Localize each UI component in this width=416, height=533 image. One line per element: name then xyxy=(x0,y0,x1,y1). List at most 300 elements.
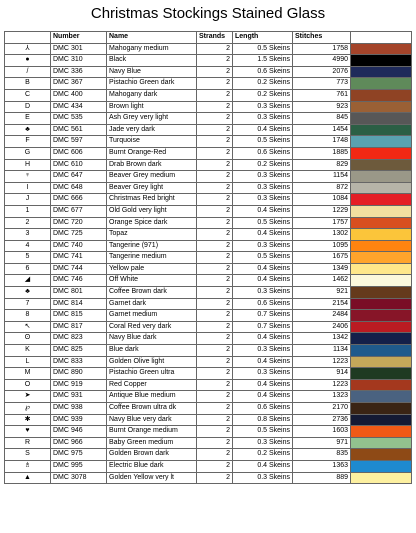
number-cell xyxy=(51,113,107,125)
brand-label: DMC xyxy=(53,276,69,284)
number-value: 610 xyxy=(71,160,83,168)
table-row xyxy=(5,124,412,136)
symbol-cell: 4 xyxy=(5,240,51,252)
number-cell xyxy=(51,182,107,194)
color-swatch xyxy=(351,461,411,472)
length-cell: 0.7 Skeins xyxy=(233,310,293,322)
name-cell: Christmas Red bright xyxy=(107,194,197,206)
stitches-cell: 845 xyxy=(293,113,351,125)
symbol-cell: 3 xyxy=(5,229,51,241)
strands-cell: 2 xyxy=(197,147,233,159)
number-value: 833 xyxy=(71,357,83,365)
brand-label: DMC xyxy=(53,264,69,272)
table-row xyxy=(5,275,412,287)
symbol-cell: K xyxy=(5,345,51,357)
symbol-cell: B xyxy=(5,78,51,90)
brand-label: DMC xyxy=(53,137,69,145)
name-cell: Navy Blue dark xyxy=(107,333,197,345)
color-swatch xyxy=(351,391,411,402)
color-swatch-cell xyxy=(351,240,412,252)
color-swatch-cell xyxy=(351,356,412,368)
brand-label: DMC xyxy=(53,334,69,342)
color-swatch-cell xyxy=(351,147,412,159)
symbol-cell: S xyxy=(5,449,51,461)
table-row xyxy=(5,205,412,217)
color-swatch-cell xyxy=(351,263,412,275)
strands-cell: 2 xyxy=(197,414,233,426)
color-swatch xyxy=(351,148,411,159)
color-swatch-cell xyxy=(351,171,412,183)
table-row xyxy=(5,460,412,472)
color-swatch xyxy=(351,125,411,136)
color-swatch xyxy=(351,194,411,205)
table-row xyxy=(5,449,412,461)
number-cell xyxy=(51,147,107,159)
color-swatch xyxy=(351,322,411,333)
number-cell xyxy=(51,356,107,368)
color-swatch xyxy=(351,241,411,252)
length-cell: 0.3 Skeins xyxy=(233,101,293,113)
stitches-cell: 835 xyxy=(293,449,351,461)
stitches-header: Stitches xyxy=(293,32,351,44)
stitches-cell: 773 xyxy=(293,78,351,90)
strands-cell: 2 xyxy=(197,240,233,252)
name-cell: Pistachio Green dark xyxy=(107,78,197,90)
stitches-cell: 1342 xyxy=(293,333,351,345)
strands-cell: 2 xyxy=(197,437,233,449)
name-cell: Coffee Brown ultra dk xyxy=(107,403,197,415)
length-cell: 0.8 Skeins xyxy=(233,414,293,426)
name-cell: Red Copper xyxy=(107,379,197,391)
length-cell: 0.4 Skeins xyxy=(233,356,293,368)
number-value: 310 xyxy=(71,56,83,64)
strands-cell: 2 xyxy=(197,263,233,275)
length-header: Length xyxy=(233,32,293,44)
length-cell: 0.3 Skeins xyxy=(233,113,293,125)
table-row xyxy=(5,321,412,333)
color-swatch-cell xyxy=(351,101,412,113)
number-cell xyxy=(51,403,107,415)
table-row xyxy=(5,298,412,310)
stitches-cell: 2484 xyxy=(293,310,351,322)
name-cell: Burnt Orange medium xyxy=(107,426,197,438)
number-cell xyxy=(51,78,107,90)
length-cell: 0.4 Skeins xyxy=(233,460,293,472)
number-value: 301 xyxy=(71,44,83,52)
color-swatch-cell xyxy=(351,460,412,472)
color-swatch xyxy=(351,113,411,124)
stitches-cell: 761 xyxy=(293,89,351,101)
name-cell: Golden Olive light xyxy=(107,356,197,368)
color-swatch xyxy=(351,183,411,194)
number-value: 817 xyxy=(71,322,83,330)
table-row xyxy=(5,356,412,368)
name-cell: Coral Red very dark xyxy=(107,321,197,333)
number-cell xyxy=(51,252,107,264)
strands-cell: 2 xyxy=(197,124,233,136)
strands-cell: 2 xyxy=(197,310,233,322)
brand-label: DMC xyxy=(53,79,69,87)
length-cell: 0.3 Skeins xyxy=(233,182,293,194)
number-value: 741 xyxy=(71,253,83,261)
symbol-cell: ▲ xyxy=(5,472,51,484)
number-value: 725 xyxy=(71,230,83,238)
table-row xyxy=(5,263,412,275)
number-value: 336 xyxy=(71,67,83,75)
strands-cell: 2 xyxy=(197,205,233,217)
number-value: 648 xyxy=(71,183,83,191)
brand-label: DMC xyxy=(53,206,69,214)
stitches-cell: 1675 xyxy=(293,252,351,264)
color-swatch xyxy=(351,380,411,391)
symbol-cell: 6 xyxy=(5,263,51,275)
symbol-cell: I xyxy=(5,182,51,194)
color-swatch-cell xyxy=(351,229,412,241)
color-swatch-cell xyxy=(351,113,412,125)
color-swatch xyxy=(351,160,411,171)
number-cell xyxy=(51,310,107,322)
strands-cell: 2 xyxy=(197,298,233,310)
symbol-cell: ➤ xyxy=(5,391,51,403)
color-swatch-cell xyxy=(351,217,412,229)
color-swatch-cell xyxy=(351,449,412,461)
brand-label: DMC xyxy=(53,218,69,226)
number-cell xyxy=(51,345,107,357)
table-row xyxy=(5,414,412,426)
color-swatch-cell xyxy=(351,275,412,287)
strands-cell: 2 xyxy=(197,333,233,345)
name-cell: Blue dark xyxy=(107,345,197,357)
strands-cell: 2 xyxy=(197,345,233,357)
color-swatch xyxy=(351,287,411,298)
color-swatch-cell xyxy=(351,414,412,426)
brand-label: DMC xyxy=(53,427,69,435)
symbol-cell: R xyxy=(5,437,51,449)
number-cell xyxy=(51,43,107,55)
length-cell: 0.7 Skeins xyxy=(233,321,293,333)
table-row xyxy=(5,472,412,484)
name-cell: Tangerine medium xyxy=(107,252,197,264)
number-value: 606 xyxy=(71,148,83,156)
length-cell: 0.4 Skeins xyxy=(233,391,293,403)
color-swatch xyxy=(351,345,411,356)
symbol-cell: M xyxy=(5,368,51,380)
name-cell: Baby Green medium xyxy=(107,437,197,449)
symbol-cell: / xyxy=(5,66,51,78)
length-cell: 0.4 Skeins xyxy=(233,229,293,241)
brand-label: DMC xyxy=(53,311,69,319)
stitches-cell: 2154 xyxy=(293,298,351,310)
name-cell: Golden Brown dark xyxy=(107,449,197,461)
number-cell xyxy=(51,55,107,67)
color-swatch-cell xyxy=(351,55,412,67)
stitches-cell: 2736 xyxy=(293,414,351,426)
table-header-row xyxy=(5,32,412,44)
number-value: 946 xyxy=(71,427,83,435)
length-cell: 0.5 Skeins xyxy=(233,136,293,148)
symbol-cell: 2 xyxy=(5,217,51,229)
symbol-cell: 8 xyxy=(5,310,51,322)
number-value: 561 xyxy=(71,125,83,133)
number-cell xyxy=(51,263,107,275)
brand-label: DMC xyxy=(53,288,69,296)
stitches-cell: 2406 xyxy=(293,321,351,333)
color-swatch xyxy=(351,218,411,229)
table-row xyxy=(5,101,412,113)
number-value: 814 xyxy=(71,299,83,307)
number-cell xyxy=(51,171,107,183)
number-cell xyxy=(51,321,107,333)
number-cell xyxy=(51,240,107,252)
table-row xyxy=(5,182,412,194)
table-row xyxy=(5,287,412,299)
symbol-cell: ♥ xyxy=(5,426,51,438)
number-cell xyxy=(51,205,107,217)
brand-label: DMC xyxy=(53,404,69,411)
color-swatch-cell xyxy=(351,205,412,217)
color-swatch-cell xyxy=(351,182,412,194)
symbol-cell: 1 xyxy=(5,205,51,217)
color-swatch-cell xyxy=(351,426,412,438)
color-swatch xyxy=(351,44,411,55)
name-cell: Coffee Brown dark xyxy=(107,287,197,299)
length-cell: 0.6 Skeins xyxy=(233,66,293,78)
length-cell: 1.5 Skeins xyxy=(233,55,293,67)
length-cell: 0.3 Skeins xyxy=(233,368,293,380)
number-value: 535 xyxy=(71,114,83,122)
table-row xyxy=(5,310,412,322)
number-header: Number xyxy=(51,32,107,44)
strands-cell: 2 xyxy=(197,379,233,391)
name-cell: Brown light xyxy=(107,101,197,113)
page-title: Christmas Stockings Stained Glass xyxy=(90,5,326,22)
color-swatch-cell xyxy=(351,78,412,90)
number-cell xyxy=(51,460,107,472)
strands-cell: 2 xyxy=(197,136,233,148)
stitches-cell: 1757 xyxy=(293,217,351,229)
number-cell xyxy=(51,287,107,299)
length-cell: 0.6 Skeins xyxy=(233,403,293,415)
number-cell xyxy=(51,414,107,426)
color-swatch xyxy=(351,55,411,66)
strands-cell: 2 xyxy=(197,449,233,461)
name-cell: Black xyxy=(107,55,197,67)
number-value: 434 xyxy=(71,102,83,110)
brand-label: DMC xyxy=(53,67,69,75)
number-cell xyxy=(51,89,107,101)
number-cell xyxy=(51,437,107,449)
strands-cell: 2 xyxy=(197,194,233,206)
strands-cell: 2 xyxy=(197,391,233,403)
length-cell: 0.5 Skeins xyxy=(233,426,293,438)
number-value: 823 xyxy=(71,334,83,342)
color-swatch xyxy=(351,368,411,379)
brand-label: DMC xyxy=(53,450,69,458)
brand-label: DMC xyxy=(53,148,69,156)
strands-cell: 2 xyxy=(197,89,233,101)
table-row xyxy=(5,43,412,55)
stitches-cell: 1748 xyxy=(293,136,351,148)
table-row xyxy=(5,229,412,241)
color-swatch xyxy=(351,333,411,344)
number-value: 720 xyxy=(71,218,83,226)
number-value: 815 xyxy=(71,311,83,319)
number-value: 647 xyxy=(71,172,83,180)
length-cell: 0.5 Skeins xyxy=(233,217,293,229)
table-row xyxy=(5,217,412,229)
strands-cell: 2 xyxy=(197,101,233,113)
table-row xyxy=(5,159,412,171)
number-cell xyxy=(51,368,107,380)
length-cell: 0.4 Skeins xyxy=(233,263,293,275)
number-cell xyxy=(51,101,107,113)
table-row xyxy=(5,147,412,159)
number-value: 746 xyxy=(71,276,83,284)
stitches-cell: 1084 xyxy=(293,194,351,206)
symbol-cell: H xyxy=(5,159,51,171)
number-value: 919 xyxy=(71,380,83,388)
color-swatch-cell xyxy=(351,391,412,403)
symbol-cell: G xyxy=(5,147,51,159)
symbol-cell: ℘ xyxy=(5,403,51,415)
brand-label: DMC xyxy=(53,322,69,330)
name-cell: Mahogany medium xyxy=(107,43,197,55)
strands-cell: 2 xyxy=(197,78,233,90)
color-swatch xyxy=(351,415,411,426)
symbol-cell: ♣ xyxy=(5,287,51,299)
stitches-cell: 1349 xyxy=(293,263,351,275)
strands-cell: 2 xyxy=(197,403,233,415)
number-cell xyxy=(51,379,107,391)
brand-label: DMC xyxy=(53,392,69,400)
table-row xyxy=(5,345,412,357)
number-value: 677 xyxy=(71,206,83,214)
table-row xyxy=(5,136,412,148)
strands-cell: 2 xyxy=(197,113,233,125)
table-row xyxy=(5,89,412,101)
color-swatch-cell xyxy=(351,89,412,101)
brand-label: DMC xyxy=(53,461,69,469)
name-cell: Turquoise xyxy=(107,136,197,148)
stitches-cell: 1095 xyxy=(293,240,351,252)
table-row xyxy=(5,368,412,380)
brand-label: DMC xyxy=(53,195,69,203)
number-cell xyxy=(51,159,107,171)
color-swatch-cell xyxy=(351,252,412,264)
symbol-cell: L xyxy=(5,356,51,368)
color-swatch xyxy=(351,264,411,275)
brand-label: DMC xyxy=(53,56,69,64)
number-cell xyxy=(51,66,107,78)
name-cell: Burnt Orange-Red xyxy=(107,147,197,159)
number-cell xyxy=(51,124,107,136)
symbol-cell: ʘ xyxy=(5,333,51,345)
table-row xyxy=(5,437,412,449)
color-swatch xyxy=(351,438,411,449)
number-cell xyxy=(51,136,107,148)
color-swatch-cell xyxy=(351,298,412,310)
color-swatch-cell xyxy=(351,379,412,391)
number-cell xyxy=(51,217,107,229)
number-value: 890 xyxy=(71,369,83,377)
color-swatch-cell xyxy=(351,368,412,380)
name-cell: Topaz xyxy=(107,229,197,241)
brand-label: DMC xyxy=(53,438,69,446)
length-cell: 0.5 Skeins xyxy=(233,252,293,264)
brand-label: DMC xyxy=(53,160,69,168)
length-cell: 0.4 Skeins xyxy=(233,379,293,391)
color-swatch xyxy=(351,299,411,310)
color-swatch xyxy=(351,449,411,460)
color-swatch xyxy=(351,136,411,147)
stitches-cell: 971 xyxy=(293,437,351,449)
color-swatch-cell xyxy=(351,437,412,449)
table-row xyxy=(5,426,412,438)
number-value: 666 xyxy=(71,195,83,203)
color-swatch xyxy=(351,426,411,437)
number-value: 367 xyxy=(71,79,83,87)
color-swatch-cell xyxy=(351,321,412,333)
brand-label: DMC xyxy=(53,230,69,238)
name-cell: Navy Blue very dark xyxy=(107,414,197,426)
brand-label: DMC xyxy=(53,357,69,365)
brand-label: DMC xyxy=(53,114,69,122)
number-value: 597 xyxy=(71,137,83,145)
name-cell: Beaver Grey medium xyxy=(107,171,197,183)
length-cell: 0.3 Skeins xyxy=(233,171,293,183)
symbol-cell: ♗ xyxy=(5,460,51,472)
strands-cell: 2 xyxy=(197,287,233,299)
stitches-cell: 1223 xyxy=(293,356,351,368)
number-cell xyxy=(51,229,107,241)
name-cell: Off White xyxy=(107,275,197,287)
color-swatch xyxy=(351,229,411,240)
strands-cell: 2 xyxy=(197,159,233,171)
color-swatch-cell xyxy=(351,333,412,345)
name-cell: Ash Grey very light xyxy=(107,113,197,125)
strands-cell: 2 xyxy=(197,321,233,333)
table-row xyxy=(5,379,412,391)
strands-cell: 2 xyxy=(197,66,233,78)
brand-label: DMC xyxy=(53,172,69,180)
number-value: 931 xyxy=(71,392,83,400)
brand-label: DMC xyxy=(53,415,69,423)
name-cell: Garnet dark xyxy=(107,298,197,310)
brand-label: DMC xyxy=(53,102,69,110)
number-value: 938 xyxy=(71,404,83,411)
table-row xyxy=(5,403,412,415)
length-cell: 0.3 Skeins xyxy=(233,240,293,252)
number-value: 939 xyxy=(71,415,83,423)
stitches-cell: 872 xyxy=(293,182,351,194)
color-swatch xyxy=(351,252,411,263)
symbol-cell: ● xyxy=(5,55,51,67)
color-swatch-cell xyxy=(351,194,412,206)
strands-cell: 2 xyxy=(197,368,233,380)
stitches-cell: 889 xyxy=(293,472,351,484)
color-header xyxy=(351,32,412,44)
strands-cell: 2 xyxy=(197,356,233,368)
name-cell: Electric Blue dark xyxy=(107,460,197,472)
strands-cell: 2 xyxy=(197,217,233,229)
color-swatch-cell xyxy=(351,345,412,357)
stitches-cell: 923 xyxy=(293,101,351,113)
table-row xyxy=(5,55,412,67)
length-cell: 0.4 Skeins xyxy=(233,124,293,136)
color-swatch xyxy=(351,403,411,414)
strands-cell: 2 xyxy=(197,460,233,472)
stitches-cell: 1323 xyxy=(293,391,351,403)
